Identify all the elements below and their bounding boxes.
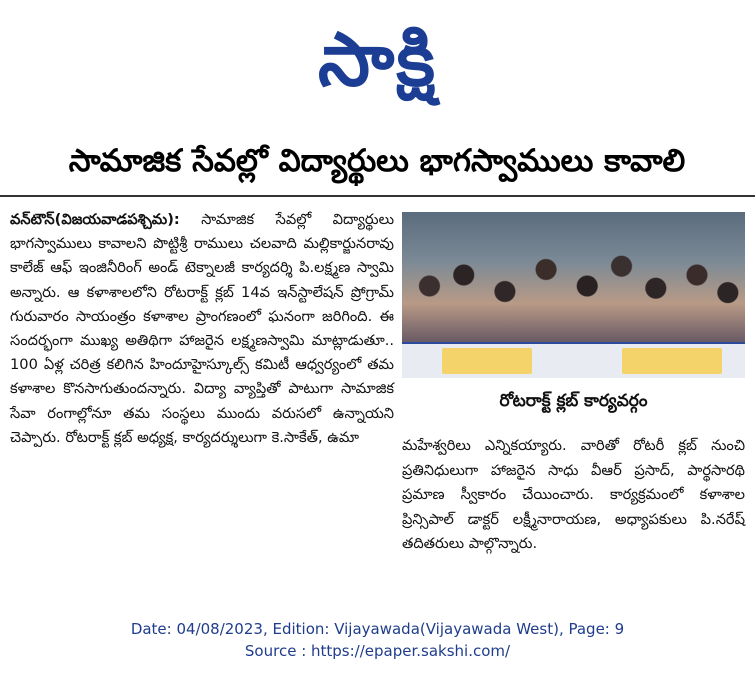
headline-divider xyxy=(0,195,755,197)
article-body-left-text: సామాజిక సేవల్లో విద్యార్థులు భాగస్వాములు కావాలని పొట్టిశ్రీ రాములు చలవాది మల్లికార్జునరావు కాలేజ్ ఆఫ్ ఇంజినీరింగ్ అండ్ టెక్నాలజీ కార్యదర్శి పి.లక్ష్మణ స్వామి అన్నారు. ఆ కళాశాలలోని రోటరాక్ట్ క్లబ్ 14వ ఇన్‌స్టాలేషన్ ప్రోగ్రామ్ గురువారం సాయంత్రం కళాశాల ప్రాంగణంలో ఘనంగా జరిగింది. ఈ సందర్భంగా ముఖ్య అతిథిగా హాజరైన లక్ష్మణస్వామి మాట్లాడుతూ.. 100 ఏళ్ల చరిత్ర కలిగిన హిందూహైస్కూల్స్ కమిటీ ఆధ్వర్యంలో తమ కళాశాల కొనసాగుతుందన్నారు. విద్యా వ్యాప్తితో పాటుగా సామాజిక సేవా రంగాల్లోనూ తమ సంస్థలు ముందు వరుసలో ఉన్నాయని చెప్పారు. రోటరాక్ట్ క్లబ్ అధ్యక్ష, కార్యదర్శులుగా కె.సాకేత్, ఉమా xyxy=(10,211,395,446)
article-dateline: వన్‌టౌన్‌(విజయవాడపశ్చిమ): xyxy=(10,211,180,228)
edition-line: Date: 04/08/2023, Edition: Vijayawada(Vijayawada West), Page: 9 xyxy=(130,620,625,638)
photo-group-people xyxy=(402,242,745,352)
source-footer xyxy=(0,618,755,662)
article-body-left xyxy=(10,208,394,450)
article-body-right: మహేశ్వరిలు ఎన్నికయ్యారు. వారితో రోటరీ క్లబ్ నుంచి ప్రతినిధులుగా హాజరైన సాధు వీఆర్ ప్రసాద్, పార్థసారథి ప్రమాణ స్వీకారం చేయించారు. కార్యక్రమంలో కళాశాల ప్రిన్సిపాల్ డాక్టర్ లక్ష్మీనారాయణ, అధ్యాపకులు పి.నరేష్ తదితరులు పాల్గొన్నారు. xyxy=(402,437,745,553)
photo-caption: రోటరాక్ట్ క్లబ్ కార్యవర్గం xyxy=(499,391,648,411)
source-link[interactable]: Source : https://epaper.sakshi.com/ xyxy=(244,642,511,660)
photo-banner-right xyxy=(622,348,722,374)
photo-banner-left xyxy=(442,348,532,374)
article-headline: సామాజిక సేవల్లో విద్యార్థులు భాగస్వాములు కావాలి xyxy=(68,143,686,179)
masthead-logo xyxy=(0,0,755,120)
article-photo xyxy=(402,212,745,378)
masthead-name: సాక్షి xyxy=(318,17,437,103)
